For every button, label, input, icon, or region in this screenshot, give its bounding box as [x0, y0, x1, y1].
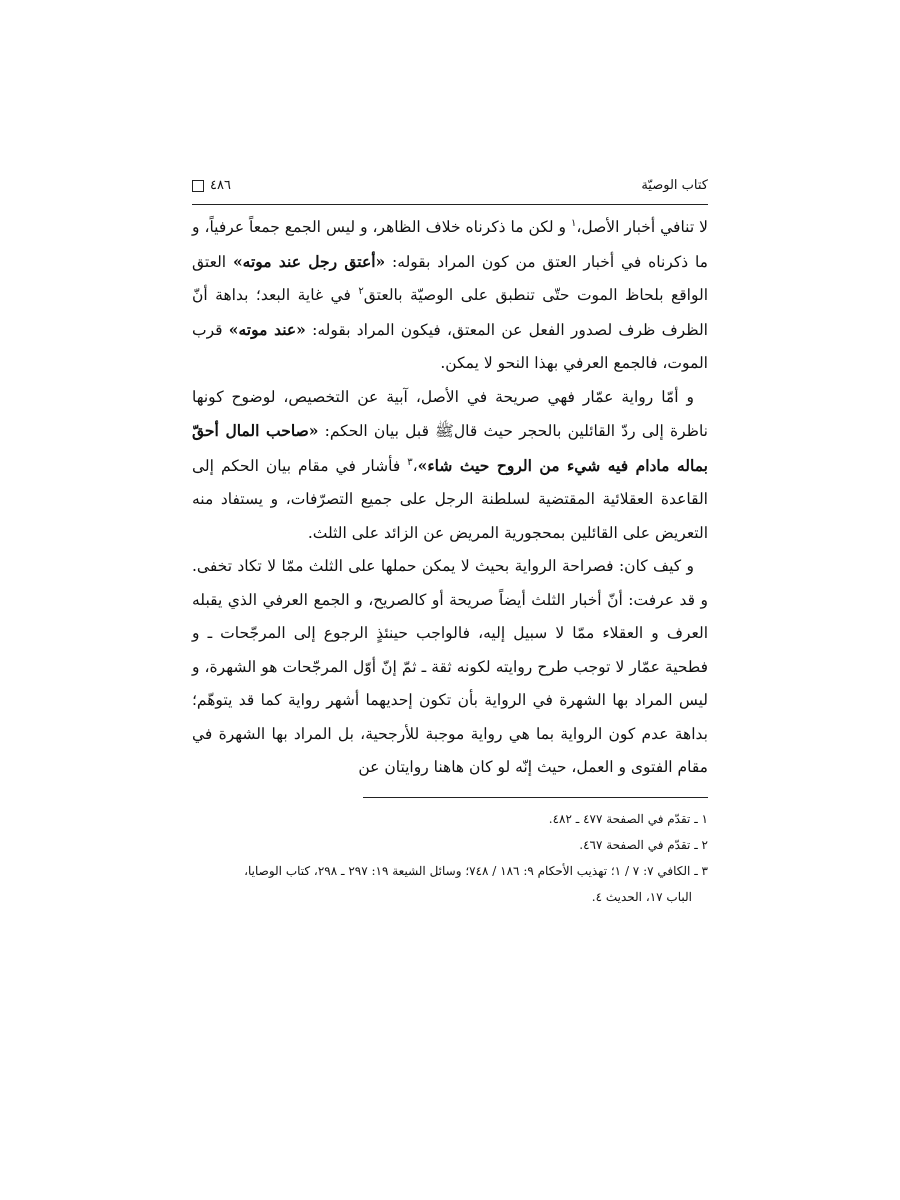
p2-text-a: و أمّا رواية عمّار فهي صريحة في الأصل، آبية عن التخصيص، لوضوح كونها ناظرة إلى ردّ القائلين بالحجر حيث قال — [192, 387, 708, 440]
footnote-ref-1: ١ — [571, 217, 577, 229]
p2-text-b: قبل بيان الحكم: — [318, 422, 436, 440]
paragraph-3: و كيف كان: فصراحة الرواية بحيث لا يمكن حملها على الثلث ممّا لا تكاد تخفى. و قد عرفت: أنّ أخبار الثلث أيضاً صريحة أو كالصريح، و الجمع العرفي الذي يقبله العرف و العقلاء ممّا لا سبيل إليه، فالواجب حينئذٍ الرجوع إلى المرجّحات ـ و فطحية عمّار لا توجب طرح روايته لكونه ثقة ـ ثمّ إنّ أوّل المرجّحات هو الشهرة، و ليس المراد بها الشهرة في الرواية بأن تكون إحديهما أشهر رواية كما قد يتوهّم؛ بداهة عدم كون الرواية بما هي رواية موجبة للأرجحية، بل المراد بها الشهرة في مقام الفتوى و العمل، حيث إنّه لو كان هاهنا روايتان عن — [192, 557, 708, 776]
footnote-3: ٣ ـ الكافي ٧: ٧ / ١؛ تهذيب الأحكام ٩: ١٨٦ / ٧٤٨؛ وسائل الشيعة ١٩: ٢٩٧ ـ ٢٩٨، كتاب الوصايا، — [244, 863, 708, 878]
paragraph-2 — [192, 381, 708, 551]
footnote-3-continuation: الباب ١٧، الحديث ٤. — [591, 889, 692, 904]
p1-text-d: في غاية البعد؛ بداهة أنّ الظرف ظرف لصدور الفعل عن المعتق، فيكون المراد بقوله: — [192, 286, 708, 339]
p1-quote-1: «أعتق رجل عند موته» — [232, 251, 386, 271]
square-ornament-icon — [192, 180, 204, 192]
footnote-2: ٢ ـ تقدّم في الصفحة ٤٦٧. — [579, 837, 708, 852]
page-number — [192, 168, 231, 204]
p1-text-e: قرب الموت، فالجمع العرفي بهذا النحو لا يمكن. — [192, 320, 708, 372]
footnote-ref-3: ٣ — [407, 456, 413, 468]
paragraph-1 — [192, 211, 708, 381]
honorific-glyph: ﷺ — [435, 422, 454, 440]
p2-text-c: ، — [412, 456, 418, 475]
footnotes — [192, 806, 708, 910]
p1-text-c: العتق الواقع بلحاظ الموت حتّى تنطبق على الوصيّة بالعتق — [192, 252, 708, 304]
p1-text-b: و لكن ما ذكرناه خلاف الظاهر، و ليس الجمع جمعاً عرفياً، و ما ذكرناه في أخبار العتق من كون المراد بقوله: — [192, 218, 708, 271]
p2-text-d: فأشار في مقام بيان الحكم إلى القاعدة العقلائية المقتضية لسلطنة الرجل على جميع التصرّفات، و يستفاد منه التعريض على القائلين بمحجورية المريض عن الزائد على الثلث. — [192, 456, 708, 542]
page-number-text: ٤٨٦ — [210, 178, 231, 193]
footnote-separator — [363, 797, 708, 798]
book-title: كتاب الوصيّة — [641, 178, 708, 193]
footnote-ref-2: ٢ — [358, 285, 364, 297]
page — [192, 168, 708, 910]
footnote-1: ١ ـ تقدّم في الصفحة ٤٧٧ ـ ٤٨٢. — [548, 811, 708, 826]
p1-text-a: لا تنافي أخبار الأصل، — [576, 218, 708, 236]
p2-quote: «صاحب المال أحقّ بماله مادام فيه شيء من الروح حيث شاء» — [192, 421, 708, 475]
p1-quote-2: «عند موته» — [228, 319, 306, 339]
running-header — [192, 168, 708, 205]
body-text — [192, 211, 708, 785]
